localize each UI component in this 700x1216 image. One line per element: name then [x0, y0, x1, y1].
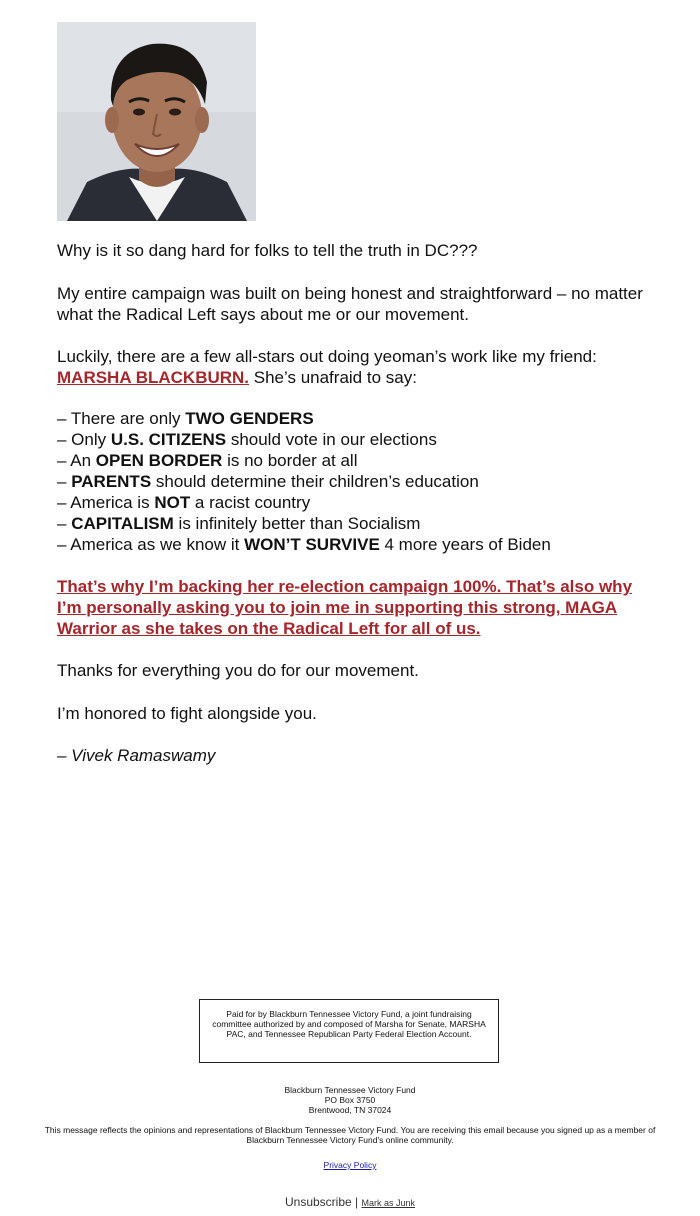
- privacy-policy-row: [0, 1160, 700, 1170]
- address-po-box: PO Box 3750: [324, 1095, 376, 1105]
- headshot-image: [57, 22, 256, 221]
- address-name: Blackburn Tennessee Victory Fund: [284, 1085, 416, 1095]
- mark-as-junk-link[interactable]: Mark as Junk: [361, 1198, 416, 1208]
- paid-for-disclaimer-box: [199, 999, 499, 1063]
- headshot-illustration: [57, 22, 256, 221]
- bullet-item: – Only U.S. CITIZENS should vote in our elections: [57, 430, 437, 449]
- honored-paragraph: [57, 703, 647, 724]
- honored-text: I’m honored to fight alongside you.: [57, 704, 317, 723]
- mailing-address: [0, 1085, 700, 1115]
- luckily-text: Luckily, there are a few all-stars out doing yeoman’s work like my friend:: [57, 347, 597, 366]
- unsubscribe-row: [0, 1195, 700, 1210]
- marsha-blackburn-link[interactable]: MARSHA BLACKBURN.: [57, 368, 250, 387]
- unafraid-text: She’s unafraid to say:: [249, 368, 417, 387]
- thanks-paragraph: [57, 660, 647, 681]
- cta-support-link[interactable]: That’s why I’m backing her re-election campaign 100%. That’s also why I’m personally asking you to join me in supporting this strong, MAGA Warrior as she takes on the Radical Left for all of us.: [57, 577, 633, 638]
- intro-text: Why is it so dang hard for folks to tell the truth in DC???: [57, 241, 478, 260]
- privacy-policy-link[interactable]: Privacy Policy: [323, 1160, 377, 1170]
- notice-text: This message reflects the opinions and representations of Blackburn Tennessee Victory Fund. You are receiving this email because you signed up as a member of Blackburn Tennessee Victory Fund's online community.: [44, 1125, 656, 1145]
- bullet-item: – There are only TWO GENDERS: [57, 409, 314, 428]
- subscription-notice: [40, 1125, 660, 1145]
- signature-text: – Vivek Ramaswamy: [57, 746, 216, 765]
- separator: |: [351, 1195, 362, 1209]
- bullet-item: – CAPITALISM is infinitely better than Socialism: [57, 514, 421, 533]
- paid-for-text: Paid for by Blackburn Tennessee Victory Fund, a joint fundraising committee authorized by and composed of Marsha for Senate, MARSHA PAC, and Tennessee Republican Party Federal Election Account.: [212, 1009, 486, 1039]
- campaign-paragraph: [57, 283, 647, 325]
- bullet-list-container: [57, 408, 647, 555]
- intro-paragraph: [57, 240, 647, 261]
- bullet-item: – PARENTS should determine their children’s education: [57, 472, 479, 491]
- allstars-paragraph: [57, 346, 647, 388]
- address-city: Brentwood, TN 37024: [308, 1105, 392, 1115]
- bullet-item: – America is NOT a racist country: [57, 493, 311, 512]
- signature-paragraph: [57, 745, 647, 766]
- bullet-list: [57, 408, 647, 555]
- unsubscribe-link[interactable]: Unsubscribe: [284, 1195, 352, 1209]
- allstars-text: [57, 346, 647, 388]
- bullet-item: – An OPEN BORDER is no border at all: [57, 451, 358, 470]
- bullet-item: – America as we know it WON’T SURVIVE 4 more years of Biden: [57, 535, 551, 554]
- thanks-text: Thanks for everything you do for our movement.: [57, 661, 419, 680]
- campaign-text: My entire campaign was built on being honest and straightforward – no matter what the Radical Left says about me or our movement.: [57, 284, 643, 324]
- cta-paragraph: [57, 576, 647, 639]
